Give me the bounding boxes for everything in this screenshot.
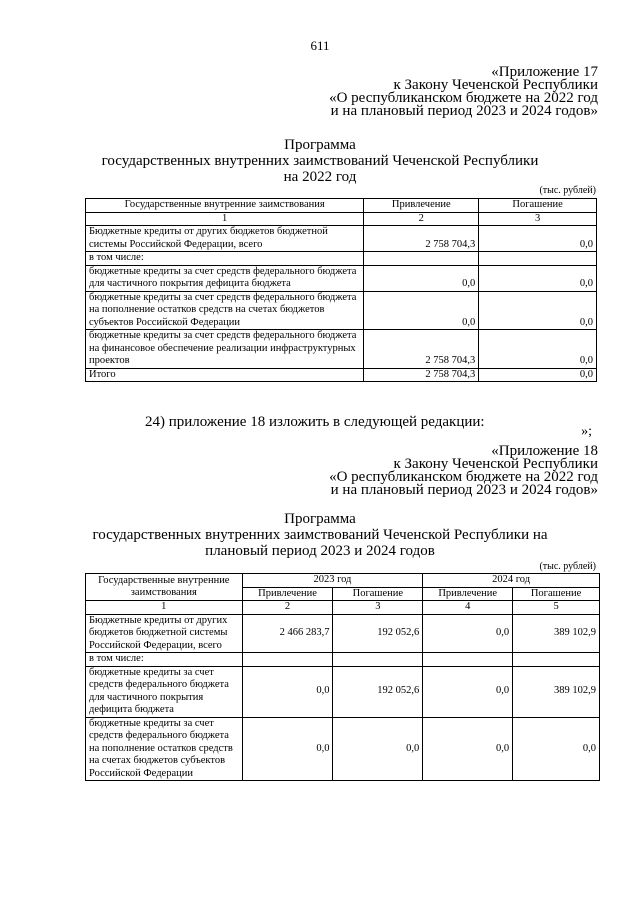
row-name: бюджетные кредиты за счет средств федерального бюджета для частичного покрытия дефицита бюджета [86,265,364,291]
header-cell: Государственные внутренние заимствования [86,199,364,213]
units-label: (тыс. рублей) [539,185,596,196]
total-row [86,368,597,382]
attract-2023-value: 0,0 [242,717,333,781]
row-name: Итого [86,368,364,382]
appendix-line: «О республиканском бюджете на 2022 год [329,469,598,485]
table-row [86,330,597,369]
attract-value: 2 758 704,3 [364,330,479,369]
column-number: 2 [242,601,333,615]
table-header-row [86,574,600,588]
column-number: 5 [513,601,600,615]
repay-value: 0,0 [479,330,597,369]
program-1-title [0,137,640,185]
column-number: 1 [86,212,364,226]
repay-value [479,252,597,266]
repay-2023-value: 192 052,6 [333,614,423,653]
year-header: 2024 год [423,574,600,588]
header-cell: Погашение [333,587,423,601]
column-number-row [86,601,600,615]
table-header-row [86,199,597,213]
attract-value [364,252,479,266]
repay-2024-value: 0,0 [513,717,600,781]
appendix-line: «Приложение 17 [491,64,598,80]
repay-2023-value [333,653,423,667]
row-name: Бюджетные кредиты от других бюджетов бюджетной системы Российской Федерации, всего [86,226,364,252]
units-label: (тыс. рублей) [539,561,596,572]
column-number: 3 [479,212,597,226]
row-name: в том числе: [86,252,364,266]
table-row [86,653,600,667]
closing-quote: »; [581,424,592,439]
attract-value: 2 758 704,3 [364,226,479,252]
attract-value: 0,0 [364,265,479,291]
row-name: в том числе: [86,653,243,667]
title-line: Программа [284,137,356,153]
attract-2024-value: 0,0 [423,717,513,781]
column-number-row [86,212,597,226]
header-cell: Привлечение [364,199,479,213]
table-row [86,252,597,266]
page-number: 611 [310,38,330,53]
appendix-line: к Закону Чеченской Республики [393,77,598,93]
amendment-instruction: 24) приложение 18 изложить в следующей редакции: [145,414,485,430]
attract-2023-value: 2 466 283,7 [242,614,333,653]
repay-2024-value: 389 102,9 [513,666,600,717]
row-name: бюджетные кредиты за счет средств федерального бюджета на пополнение остатков средств на счетах бюджетов субъектов Российской Федерации [86,291,364,330]
row-name: бюджетные кредиты за счет средств федерального бюджета на финансовое обеспечение реализации инфраструктурных проектов [86,330,364,369]
repay-2024-value [513,653,600,667]
attract-2024-value: 0,0 [423,666,513,717]
repay-2023-value: 0,0 [333,717,423,781]
year-header: 2023 год [242,574,423,588]
repay-value: 0,0 [479,226,597,252]
table-row [86,666,600,717]
row-name: Бюджетные кредиты от других бюджетов бюджетной системы Российской Федерации, всего [86,614,243,653]
appendix-18-header [329,445,598,497]
table-row [86,265,597,291]
repay-2024-value: 389 102,9 [513,614,600,653]
header-cell: Привлечение [423,587,513,601]
program-2-title [0,511,640,559]
repay-value: 0,0 [479,368,597,382]
column-number: 2 [364,212,479,226]
table-row [86,614,600,653]
attract-2023-value [242,653,333,667]
title-line: плановый период 2023 и 2024 годов [205,543,435,559]
header-cell: Погашение [513,587,600,601]
repay-value: 0,0 [479,265,597,291]
table-row [86,717,600,781]
header-cell: Привлечение [242,587,333,601]
title-line: на 2022 год [283,169,357,185]
column-number: 1 [86,601,243,615]
title-line: Программа [284,511,356,527]
title-line: государственных внутренних заимствований Чеченской Республики на [92,527,548,543]
title-line: государственных внутренних заимствований Чеченской Республики [101,153,539,169]
column-number: 3 [333,601,423,615]
attract-2024-value: 0,0 [423,614,513,653]
appendix-line: и на плановый период 2023 и 2024 годов» [330,103,598,119]
table-row [86,226,597,252]
repay-value: 0,0 [479,291,597,330]
appendix-line: «Приложение 18 [491,443,598,459]
attract-value: 2 758 704,3 [364,368,479,382]
attract-value: 0,0 [364,291,479,330]
table-row [86,291,597,330]
appendix-17-header [329,66,598,118]
program-1-table [85,198,597,382]
attract-2024-value [423,653,513,667]
appendix-line: «О республиканском бюджете на 2022 год [329,90,598,106]
appendix-line: и на плановый период 2023 и 2024 годов» [330,482,598,498]
appendix-line: к Закону Чеченской Республики [393,456,598,472]
repay-2023-value: 192 052,6 [333,666,423,717]
header-cell: Государственные внутренние заимствования [86,574,243,601]
row-name: бюджетные кредиты за счет средств федерального бюджета для частичного покрытия дефицита бюджета [86,666,243,717]
row-name: бюджетные кредиты за счет средств федерального бюджета на пополнение остатков средств на счетах бюджетов субъектов Российской Федерации [86,717,243,781]
column-number: 4 [423,601,513,615]
attract-2023-value: 0,0 [242,666,333,717]
header-cell: Погашение [479,199,597,213]
program-2-table [85,573,600,781]
